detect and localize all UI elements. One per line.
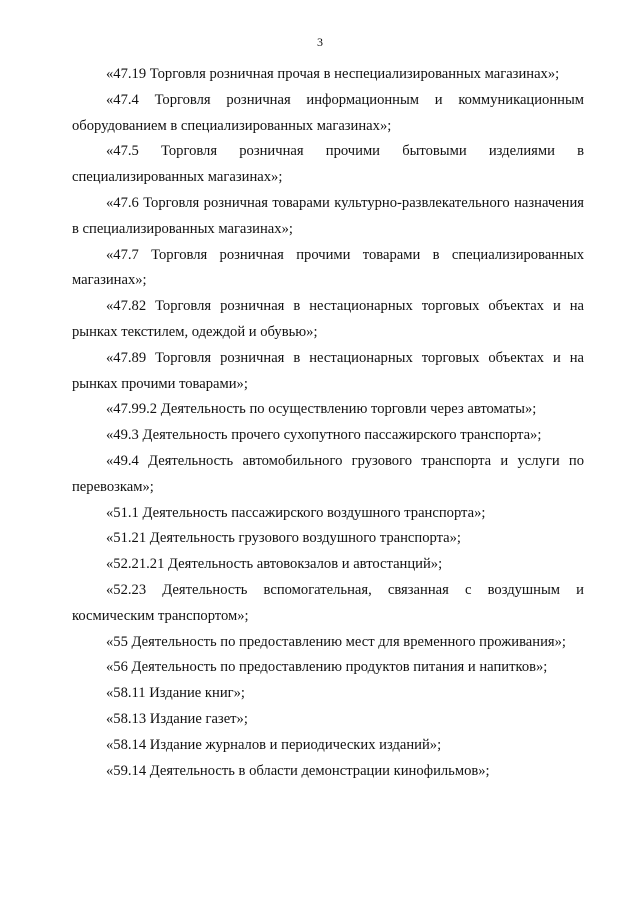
- list-item: «51.1 Деятельность пассажирского воздушного транспорта»;: [106, 504, 486, 521]
- page-number: 3: [317, 35, 323, 49]
- list-item: «58.11 Издание книг»;: [106, 685, 245, 702]
- list-item: «52.21.21 Деятельность автовокзалов и автостанций»;: [106, 556, 443, 573]
- list-item: «59.14 Деятельность в области демонстрации кинофильмов»;: [106, 762, 490, 779]
- list-item: «47.99.2 Деятельность по осуществлению торговли через автоматы»;: [106, 401, 537, 418]
- list-item: «47.6 Торговля розничная товарами культурно-развлекательного назначения в специализированных магазинах»;: [72, 194, 584, 237]
- list-item: «58.14 Издание журналов и периодических изданий»;: [106, 736, 442, 753]
- list-item: «47.19 Торговля розничная прочая в неспециализированных магазинах»;: [106, 66, 560, 82]
- list-item: «47.7 Торговля розничная прочими товарами в специализированных магазинах»;: [72, 246, 584, 289]
- list-item: «51.21 Деятельность грузового воздушного транспорта»;: [106, 530, 461, 547]
- list-item: «52.23 Деятельность вспомогательная, связанная с воздушным и космическим транспортом»;: [72, 581, 584, 624]
- document-body: [72, 62, 584, 784]
- list-item: «56 Деятельность по предоставлению продуктов питания и напитков»;: [106, 659, 548, 676]
- list-item: «55 Деятельность по предоставлению мест для временного проживания»;: [106, 633, 566, 650]
- list-item: «47.4 Торговля розничная информационным и коммуникационным оборудованием в специализированных магазинах»;: [72, 91, 584, 134]
- list-item: «58.13 Издание газет»;: [106, 710, 248, 727]
- list-item: «47.5 Торговля розничная прочими бытовыми изделиями в специализированных магазинах»;: [72, 143, 584, 186]
- list-item: «49.3 Деятельность прочего сухопутного пассажирского транспорта»;: [106, 427, 542, 444]
- list-item: «47.89 Торговля розничная в нестационарных торговых объектах и на рынках прочими товарами»;: [72, 349, 584, 392]
- list-item: «49.4 Деятельность автомобильного грузового транспорта и услуги по перевозкам»;: [72, 452, 584, 495]
- list-item: «47.82 Торговля розничная в нестационарных торговых объектах и на рынках текстилем, одеждой и обувью»;: [72, 298, 584, 340]
